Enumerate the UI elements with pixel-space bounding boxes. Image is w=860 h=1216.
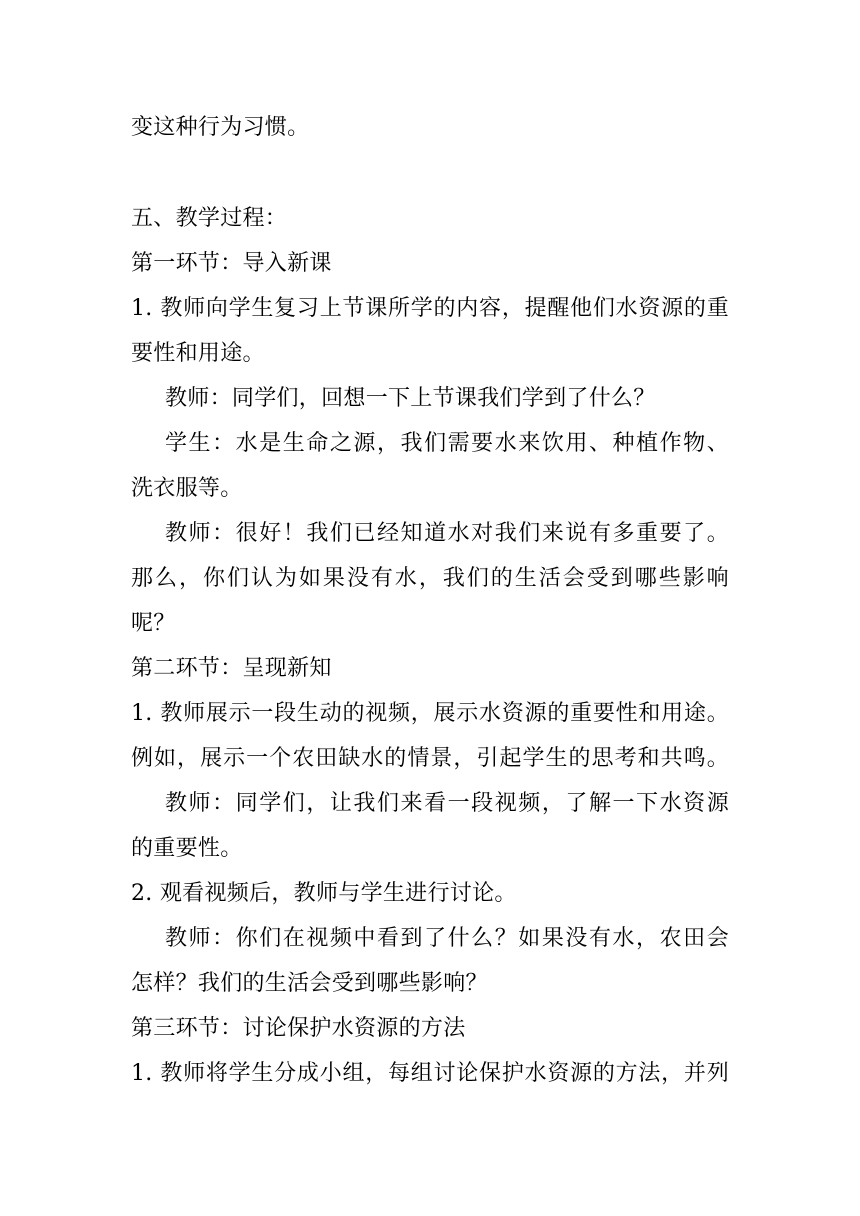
dialogue-line: 教师：同学们，让我们来看一段视频，了解一下水资源	[165, 791, 729, 816]
dialogue-line: 那么，你们认为如果没有水，我们的生活会受到哪些影响	[131, 566, 729, 591]
section-heading: 五、教学过程：	[131, 206, 288, 231]
dialogue-line: 教师：很好！我们已经知道水对我们来说有多重要了。	[165, 521, 729, 546]
subsection-heading: 第三环节：讨论保护水资源的方法	[131, 1016, 466, 1041]
dialogue-line: 怎样？我们的生活会受到哪些影响？	[131, 971, 488, 996]
dialogue-line: 洗衣服等。	[131, 476, 243, 501]
paragraph-line: 1. 教师向学生复习上节课所学的内容，提醒他们水资源的重	[131, 296, 729, 321]
dialogue-line: 呢？	[131, 611, 176, 636]
paragraph-line: 例如，展示一个农田缺水的情景，引起学生的思考和共鸣。	[131, 746, 729, 771]
subsection-heading: 第二环节：呈现新知	[131, 656, 332, 681]
dialogue-line: 教师：同学们，回想一下上节课我们学到了什么？	[165, 386, 656, 411]
paragraph-line: 2. 观看视频后，教师与学生进行讨论。	[131, 881, 517, 906]
paragraph-line: 1. 教师展示一段生动的视频，展示水资源的重要性和用途。	[131, 701, 729, 726]
paragraph-line: 变这种行为习惯。	[131, 115, 310, 140]
dialogue-line: 教师：你们在视频中看到了什么？如果没有水，农田会	[165, 926, 729, 951]
paragraph-line: 1. 教师将学生分成小组，每组讨论保护水资源的方法，并列	[131, 1061, 729, 1086]
paragraph-line: 要性和用途。	[131, 341, 265, 366]
dialogue-line: 的重要性。	[131, 836, 243, 861]
dialogue-line: 学生：水是生命之源，我们需要水来饮用、种植作物、	[165, 431, 729, 456]
subsection-heading: 第一环节：导入新课	[131, 251, 332, 276]
